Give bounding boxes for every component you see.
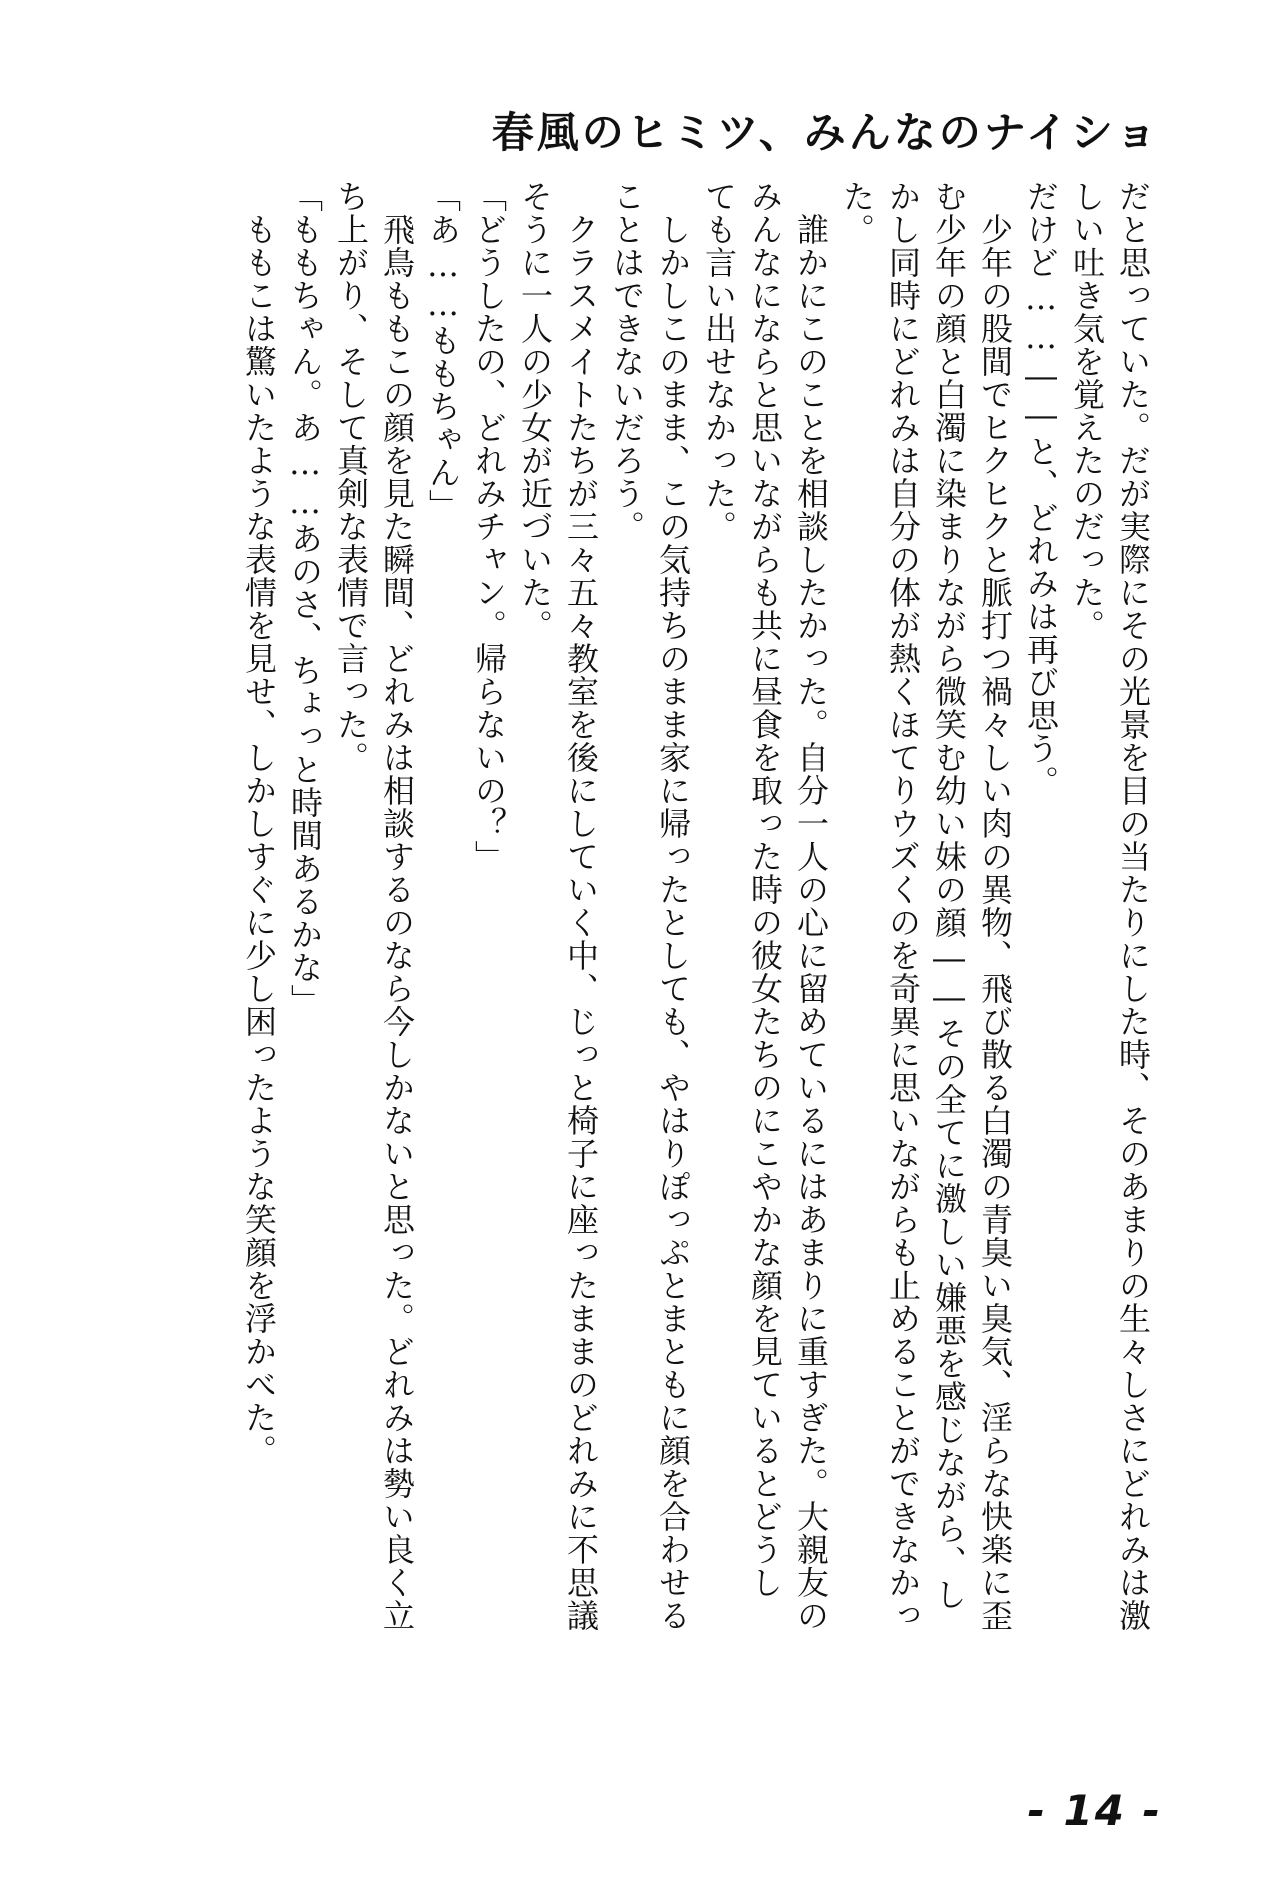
text-line: 「あ……ももちゃん」 <box>424 180 462 522</box>
text-line: 少年の股間でヒクヒクと脈打つ禍々しい肉の異物、飛び散る白濁の青臭い臭気、淫らな快楽に歪 <box>976 180 1014 1632</box>
page-number: - 14 - <box>1027 1786 1162 1835</box>
text-line: しかしこのまま、この気持ちのまま家に帰ったとしても、やはりぽっぷとまともに顔を合わせる <box>654 180 692 1632</box>
running-header-title: 春風のヒミツ、みんなのナイショ <box>491 108 1160 157</box>
text-line: 飛鳥ももこの顔を見た瞬間、どれみは相談するのなら今しかないと思った。どれみは勢い良く立 <box>378 180 416 1632</box>
text-line: だと思っていた。だが実際にその光景を目の当たりにした時、そのあまりの生々しさにどれみは激 <box>1114 180 1152 1632</box>
text-line: クラスメイトたちが三々五々教室を後にしていく中、じっと椅子に座ったままのどれみに不思議 <box>562 180 600 1632</box>
text-line: みんなにならと思いながらも共に昼食を取った時の彼女たちのにこやかな顔を見ているとどうし <box>746 180 784 1599</box>
text-line: 「ももちゃん。あ……あのさ、ちょっと時間あるかな」 <box>286 180 324 1017</box>
text-line: む少年の顔と白濁に染まりながら微笑む幼い妹の顔――その全てに激しい嫌悪を感じながら、し <box>930 180 968 1611</box>
text-line: ち上がり、そして真剣な表情で言った。 <box>332 180 370 774</box>
text-line: だけど……――と、どれみは再び思う。 <box>1022 180 1060 798</box>
text-line: ても言い出せなかった。 <box>700 180 738 543</box>
text-line: ことはできないだろう。 <box>608 180 646 543</box>
text-line: そうに一人の少女が近づいた。 <box>516 180 554 642</box>
text-line: 「どうしたの、どれみチャン。帰らないの？」 <box>470 180 508 873</box>
text-line: かし同時にどれみは自分の体が熱くほてりウズくのを奇異に思いながらも止めることができなかっ <box>884 180 922 1632</box>
text-line: ももこは驚いたような表情を見せ、しかしすぐに少し困ったような笑顔を浮かべた。 <box>240 180 278 1467</box>
text-line: た。 <box>838 180 876 246</box>
text-line: しい吐き気を覚えたのだった。 <box>1068 180 1106 642</box>
text-line: 誰かにこのことを相談したかった。自分一人の心に留めているにはあまりに重すぎた。大親友の <box>792 180 830 1632</box>
body-text <box>236 180 1156 1765</box>
